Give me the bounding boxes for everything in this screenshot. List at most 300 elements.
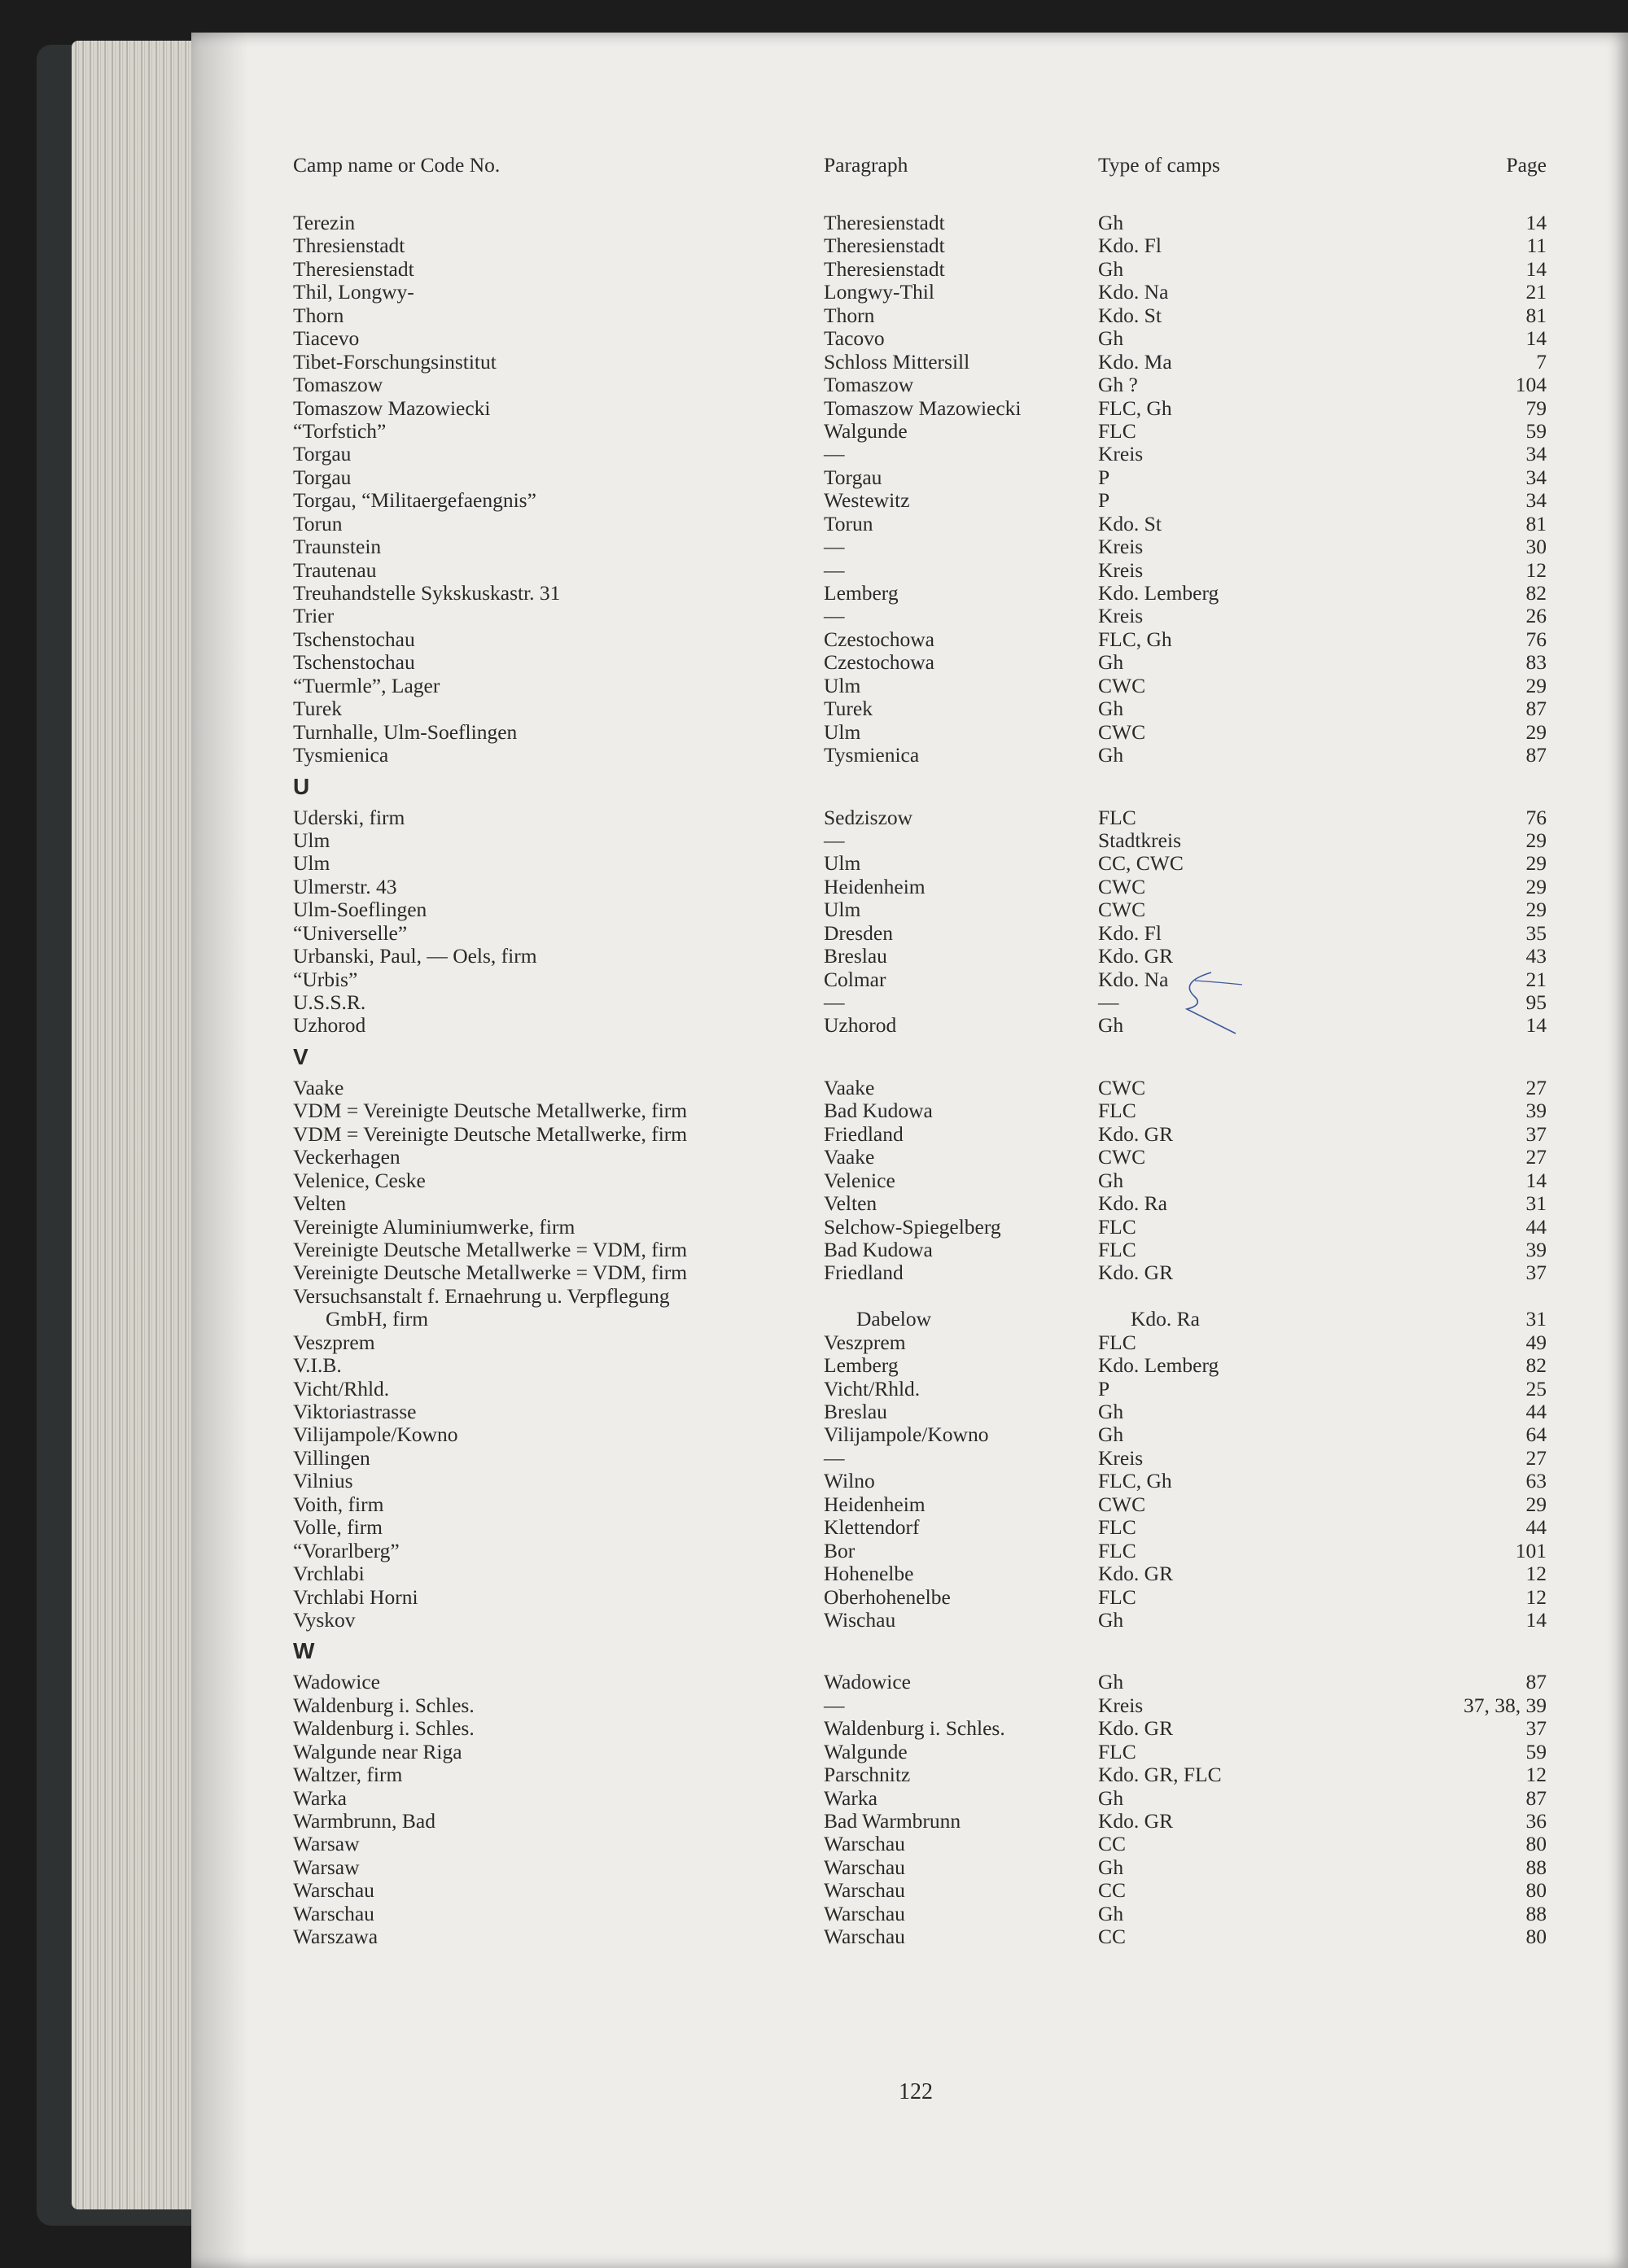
table-row <box>293 1123 1547 1146</box>
paragraph: Breslau <box>824 944 887 968</box>
camp-type: CC, CWC <box>1098 851 1184 876</box>
paragraph: Tomaszow Mazowiecki <box>824 395 1022 420</box>
table-row <box>293 1014 1547 1037</box>
camp-type: Kreis <box>1098 442 1144 466</box>
camp-type: Kdo. Na <box>1098 280 1169 304</box>
camp-name: Torgau <box>293 442 352 466</box>
paragraph: Colmar <box>824 967 886 991</box>
section-letter: W <box>293 1638 315 1664</box>
page-ref: 95 <box>1525 990 1547 1014</box>
table-row <box>293 304 1547 327</box>
camp-type: Gh <box>1098 1422 1124 1447</box>
camp-type: Kdo. Lemberg <box>1098 1353 1219 1378</box>
camp-type: Gh <box>1098 326 1124 351</box>
camp-type <box>1098 1285 1342 1308</box>
paragraph: Wadowice <box>824 1670 911 1694</box>
camp-name: Warschau <box>293 1878 374 1903</box>
camp-type: Gh <box>1098 256 1124 281</box>
camp-type: Kdo. St <box>1098 303 1162 327</box>
camp-type: FLC <box>1098 1538 1136 1562</box>
camp-type: Kdo. Lemberg <box>1098 581 1219 605</box>
page-ref: 12 <box>1525 1763 1547 1787</box>
camp-type: Gh <box>1098 1855 1124 1879</box>
camp-type: Kdo. Ra <box>1098 1191 1167 1216</box>
page-ref: 63 <box>1525 1469 1547 1493</box>
camp-name: Terezin <box>293 211 356 234</box>
paragraph <box>824 1285 1098 1308</box>
camp-name: Versuchsanstalt f. Ernaehrung u. Verpflegung <box>293 1283 670 1308</box>
camp-type: P <box>1098 465 1110 489</box>
paragraph: Torgau <box>824 465 882 489</box>
paragraph: — <box>824 557 845 582</box>
camp-name: Veckerhagen <box>293 1145 400 1169</box>
table-row <box>293 1216 1547 1239</box>
camp-name: Viktoriastrasse <box>293 1400 417 1423</box>
camp-name: Trautenau <box>293 557 377 582</box>
paragraph: Walgunde <box>824 1739 908 1763</box>
page-ref: 27 <box>1525 1145 1547 1169</box>
camp-name: Vilnius <box>293 1469 353 1493</box>
camp-name: Warmbrunn, Bad <box>293 1809 435 1833</box>
table-row <box>293 1562 1547 1585</box>
page-ref: 21 <box>1525 280 1547 304</box>
paragraph: Czestochowa <box>824 627 934 651</box>
page-ref: 21 <box>1525 967 1547 991</box>
table-row <box>293 1717 1547 1740</box>
camp-name: Waldenburg i. Schles. <box>293 1693 475 1717</box>
table-row <box>293 1239 1547 1261</box>
page-ref: 88 <box>1525 1855 1547 1879</box>
paragraph: Warschau <box>824 1878 905 1903</box>
camp-type: FLC, Gh <box>1098 1469 1172 1493</box>
page-ref: 81 <box>1525 511 1547 535</box>
camp-name: Tysmienica <box>293 743 389 767</box>
table-row <box>293 1169 1547 1192</box>
paragraph: Dresden <box>824 920 893 945</box>
camp-type: Kreis <box>1098 1693 1144 1717</box>
page-ref: 12 <box>1525 1584 1547 1609</box>
camp-type: FLC <box>1098 1739 1136 1763</box>
camp-name: Vaake <box>293 1075 344 1099</box>
camp-type: Kreis <box>1098 1445 1144 1470</box>
page-ref: 81 <box>1525 303 1547 327</box>
page-ref: 11 <box>1526 234 1547 258</box>
camp-name: V.I.B. <box>293 1353 342 1378</box>
page-ref: 59 <box>1525 1739 1547 1763</box>
camp-type: FLC <box>1098 1237 1136 1261</box>
table-row <box>293 1671 1547 1693</box>
paragraph: Schloss Mittersill <box>824 349 970 374</box>
table-row <box>293 628 1547 651</box>
table-row <box>293 397 1547 420</box>
camp-type: CWC <box>1098 1492 1146 1516</box>
paragraph: Lemberg <box>824 581 899 605</box>
index-sections <box>293 212 1547 1949</box>
camp-type: Kdo. St <box>1098 511 1162 535</box>
page-ref: 14 <box>1525 1607 1547 1632</box>
table-row <box>293 1378 1547 1401</box>
table-row <box>293 513 1547 535</box>
page-ref: 49 <box>1525 1330 1547 1354</box>
camp-name: Torgau, “Militaergefaengnis” <box>293 488 536 513</box>
header-paragraph: Paragraph <box>824 153 908 177</box>
camp-type: Kdo. GR <box>1098 944 1174 968</box>
camp-name: Warschau <box>293 1901 374 1925</box>
page-ref: 82 <box>1525 581 1547 605</box>
camp-name: Wadowice <box>293 1670 380 1694</box>
camp-type: CC <box>1098 1878 1127 1903</box>
page-ref: 37 <box>1525 1121 1547 1146</box>
page-ref: 37 <box>1525 1716 1547 1741</box>
page-ref: 37, 38, 39 <box>1464 1693 1547 1717</box>
table-row <box>293 535 1547 558</box>
table-row <box>293 281 1547 304</box>
table-row <box>293 1879 1547 1902</box>
camp-type: Gh <box>1098 1670 1124 1694</box>
camp-type: Kdo. GR <box>1098 1261 1174 1285</box>
table-row <box>293 1586 1547 1609</box>
camp-name: Ulm-Soeflingen <box>293 898 427 922</box>
camp-name: Uzhorod <box>293 1013 366 1038</box>
camp-type: Gh <box>1098 650 1124 675</box>
section-letter: V <box>293 1043 309 1069</box>
camp-type: P <box>1098 488 1110 513</box>
paragraph: Breslau <box>824 1400 887 1423</box>
paragraph: — <box>824 990 845 1014</box>
page-ref: 82 <box>1525 1353 1547 1378</box>
page-ref: 37 <box>1525 1261 1547 1285</box>
camp-name: Trier <box>293 604 335 628</box>
paragraph: Waldenburg i. Schles. <box>824 1716 1005 1741</box>
page-number: 122 <box>899 2079 933 2104</box>
camp-type: FLC <box>1098 1330 1136 1354</box>
camp-name: Warka <box>293 1785 347 1810</box>
camp-type: FLC <box>1098 1584 1136 1609</box>
table-row <box>293 212 1547 234</box>
paragraph: Heidenheim <box>824 1492 926 1516</box>
page-ref: 30 <box>1525 535 1547 559</box>
camp-name: Warsaw <box>293 1832 360 1856</box>
camp-name: Waltzer, firm <box>293 1763 403 1787</box>
paragraph: Tomaszow <box>824 373 914 397</box>
camp-name: Thresienstadt <box>293 234 405 258</box>
table-row <box>293 968 1547 991</box>
camp-name: Veszprem <box>293 1330 375 1354</box>
page-ref: 34 <box>1525 465 1547 489</box>
camp-type: FLC, Gh <box>1098 395 1172 420</box>
camp-name: Tibet-Forschungsinstitut <box>293 349 497 374</box>
camp-type: Kdo. GR, FLC <box>1098 1763 1222 1787</box>
paragraph: Vicht/Rhld. <box>824 1376 921 1401</box>
page-ref: 76 <box>1525 627 1547 651</box>
table-row <box>293 721 1547 744</box>
table-row <box>293 1694 1547 1717</box>
paragraph: Ulm <box>824 898 861 922</box>
table-row <box>293 806 1547 829</box>
header-type: Type of camps <box>1098 153 1220 177</box>
camp-name: Walgunde near Riga <box>293 1739 462 1763</box>
page-ref: 101 <box>1515 1538 1547 1562</box>
camp-name: Tschenstochau <box>293 627 415 651</box>
page-ref: 29 <box>1525 673 1547 697</box>
page-ref: 34 <box>1525 488 1547 513</box>
page-ref: 31 <box>1525 1191 1547 1216</box>
table-row <box>293 651 1547 674</box>
camp-name: Waldenburg i. Schles. <box>293 1716 475 1741</box>
table-row <box>293 1423 1547 1446</box>
camp-type: Kdo. Fl <box>1098 234 1162 258</box>
paragraph: Wilno <box>824 1469 875 1493</box>
index-table <box>293 153 1547 1949</box>
paragraph: — <box>824 1445 845 1470</box>
page-ref: 44 <box>1525 1214 1547 1239</box>
page-ref: 27 <box>1525 1445 1547 1470</box>
paragraph: — <box>824 828 845 852</box>
table-row <box>293 1833 1547 1855</box>
paragraph: — <box>824 442 845 466</box>
camp-name: Vilijampole/Kowno <box>293 1422 458 1447</box>
camp-type: CWC <box>1098 874 1146 898</box>
table-row <box>293 1810 1547 1833</box>
page-ref: 29 <box>1525 1492 1547 1516</box>
table-row <box>293 1540 1547 1562</box>
paragraph: Warschau <box>824 1855 905 1879</box>
camp-type: Kreis <box>1098 604 1144 628</box>
camp-name: Torgau <box>293 465 352 489</box>
page-ref: 14 <box>1525 1168 1547 1192</box>
camp-name: Theresienstadt <box>293 256 414 281</box>
page-ref: 80 <box>1525 1878 1547 1903</box>
table-row <box>293 829 1547 852</box>
camp-name: Thil, Longwy- <box>293 280 414 304</box>
paragraph: Lemberg <box>824 1353 899 1378</box>
table-row <box>293 374 1547 396</box>
paragraph: Heidenheim <box>824 874 926 898</box>
camp-type: Gh <box>1098 697 1124 721</box>
paragraph: — <box>824 604 845 628</box>
paragraph: Longwy-Thil <box>824 280 934 304</box>
camp-type: P <box>1098 1376 1110 1401</box>
camp-type: Kreis <box>1098 557 1144 582</box>
page-ref: 87 <box>1525 1670 1547 1694</box>
page-ref: 12 <box>1525 1562 1547 1586</box>
table-row <box>293 898 1547 921</box>
pen-mark-icon <box>1171 964 1244 1038</box>
paragraph: Hohenelbe <box>824 1562 914 1586</box>
camp-name: Warszawa <box>293 1925 379 1949</box>
paragraph: Uzhorod <box>824 1013 897 1038</box>
paragraph: Turek <box>824 697 873 721</box>
page-ref: 29 <box>1525 851 1547 876</box>
page-ref: 29 <box>1525 874 1547 898</box>
table-row <box>293 1925 1547 1948</box>
camp-name: “Universelle” <box>293 920 408 945</box>
table-row <box>293 922 1547 945</box>
page-ref: 14 <box>1525 211 1547 234</box>
paragraph: Wischau <box>824 1607 896 1632</box>
camp-name: Tiacevo <box>293 326 360 351</box>
paragraph: Vilijampole/Kowno <box>824 1422 989 1447</box>
paragraph: — <box>824 1693 845 1717</box>
table-row <box>293 675 1547 697</box>
table-row <box>293 1787 1547 1810</box>
paragraph: Oberhohenelbe <box>824 1584 951 1609</box>
page-edges <box>72 41 202 2209</box>
camp-name: Turek <box>293 697 342 721</box>
paragraph: Thorn <box>824 303 875 327</box>
paragraph: Vaake <box>824 1075 875 1099</box>
paragraph: Tacovo <box>824 326 885 351</box>
paragraph: Velten <box>824 1191 877 1216</box>
page-ref: 80 <box>1525 1832 1547 1856</box>
camp-name: Vyskov <box>293 1607 356 1632</box>
camp-name: Volle, firm <box>293 1515 383 1540</box>
paragraph: Torun <box>824 511 873 535</box>
table-row <box>293 1285 1547 1308</box>
camp-type: Gh <box>1098 211 1124 234</box>
table-row <box>293 443 1547 465</box>
table-row <box>293 258 1547 281</box>
camp-type: CC <box>1098 1832 1127 1856</box>
page-ref: 87 <box>1525 743 1547 767</box>
paragraph: Bad Kudowa <box>824 1237 933 1261</box>
camp-type: FLC <box>1098 1515 1136 1540</box>
table-row <box>293 1261 1547 1284</box>
table-row <box>293 1493 1547 1516</box>
table-row <box>293 1331 1547 1354</box>
page-ref: 59 <box>1525 418 1547 443</box>
paragraph: Bad Kudowa <box>824 1099 933 1123</box>
camp-type: Gh <box>1098 1785 1124 1810</box>
camp-type: Kdo. Fl <box>1098 920 1162 945</box>
camp-type: Gh <box>1098 1901 1124 1925</box>
table-header <box>293 153 1547 177</box>
header-camp-name: Camp name or Code No. <box>293 153 501 177</box>
camp-type: FLC <box>1098 805 1136 829</box>
page-ref: 12 <box>1525 557 1547 582</box>
camp-type: Stadtkreis <box>1098 828 1181 852</box>
paragraph: Ulm <box>824 851 861 876</box>
paragraph: Walgunde <box>824 418 908 443</box>
camp-name: “Vorarlberg” <box>293 1538 400 1562</box>
camp-name: Vereinigte Deutsche Metallwerke = VDM, firm <box>293 1261 688 1285</box>
camp-name: “Urbis” <box>293 967 358 991</box>
paragraph: Bad Warmbrunn <box>824 1809 961 1833</box>
paragraph: Ulm <box>824 673 861 697</box>
camp-name: Treuhandstelle Sykskuskastr. 31 <box>293 581 561 605</box>
table-row <box>293 466 1547 489</box>
page-ref: 25 <box>1525 1376 1547 1401</box>
page-ref: 80 <box>1525 1925 1547 1949</box>
camp-type: Kdo. Ma <box>1098 349 1172 374</box>
camp-name: “Tuermle”, Lager <box>293 673 440 697</box>
camp-name: Tomaszow <box>293 373 383 397</box>
page-ref: 7 <box>1536 349 1547 374</box>
page-ref: 87 <box>1525 1785 1547 1810</box>
camp-name: Thorn <box>293 303 344 327</box>
table-row <box>293 1077 1547 1099</box>
paragraph: Velenice <box>824 1168 895 1192</box>
table-row <box>293 1447 1547 1470</box>
page-ref: 39 <box>1525 1099 1547 1123</box>
page-ref: 43 <box>1525 944 1547 968</box>
camp-name: Velenice, Ceske <box>293 1168 426 1192</box>
paragraph: Friedland <box>824 1121 904 1146</box>
camp-name: Ulm <box>293 851 330 876</box>
paragraph: Selchow-Spiegelberg <box>824 1214 1001 1239</box>
table-row <box>293 582 1547 605</box>
camp-name: Warsaw <box>293 1855 360 1879</box>
camp-name: Urbanski, Paul, — Oels, firm <box>293 944 537 968</box>
table-row <box>293 559 1547 582</box>
camp-type: CWC <box>1098 1075 1146 1099</box>
page-ref: 44 <box>1525 1515 1547 1540</box>
table-row <box>293 697 1547 720</box>
page-ref: 29 <box>1525 898 1547 922</box>
section-letter: U <box>293 773 310 799</box>
camp-type: FLC, Gh <box>1098 627 1172 651</box>
page-ref: 35 <box>1525 920 1547 945</box>
page-ref: 36 <box>1525 1809 1547 1833</box>
page-ref: 87 <box>1525 697 1547 721</box>
camp-name: Voith, firm <box>293 1492 384 1516</box>
paragraph: Sedziszow <box>824 805 913 829</box>
table-row <box>293 945 1547 968</box>
table-row <box>293 1308 1547 1331</box>
camp-type: Gh <box>1098 743 1124 767</box>
page-ref: 39 <box>1525 1237 1547 1261</box>
paragraph: Bor <box>824 1538 856 1562</box>
camp-name: “Torfstich” <box>293 418 387 443</box>
header-page: Page <box>1506 153 1547 177</box>
table-row <box>293 420 1547 443</box>
table-row <box>293 351 1547 374</box>
paragraph: Westewitz <box>824 488 910 513</box>
camp-type: Kdo. GR <box>1098 1562 1174 1586</box>
camp-name: Velten <box>293 1191 347 1216</box>
paragraph: Czestochowa <box>824 650 934 675</box>
table-row <box>293 1763 1547 1786</box>
camp-type: CWC <box>1098 898 1146 922</box>
table-row <box>293 1609 1547 1632</box>
camp-type: Kdo. Na <box>1098 967 1169 991</box>
camp-type: FLC <box>1098 418 1136 443</box>
camp-name: Vereinigte Deutsche Metallwerke = VDM, firm <box>293 1237 688 1261</box>
table-row <box>293 1354 1547 1377</box>
camp-name: U.S.S.R. <box>293 990 366 1014</box>
page-ref: 34 <box>1525 442 1547 466</box>
camp-type: Gh <box>1098 1013 1124 1038</box>
paragraph: Warka <box>824 1785 877 1810</box>
camp-name: Ulm <box>293 828 330 852</box>
table-row <box>293 489 1547 512</box>
page-ref: 44 <box>1525 1400 1547 1423</box>
paragraph: Ulm <box>824 719 861 744</box>
camp-type: Kreis <box>1098 535 1144 559</box>
table-row <box>293 1401 1547 1423</box>
page-ref: 64 <box>1525 1422 1547 1447</box>
table-row <box>293 234 1547 257</box>
page-ref: 88 <box>1525 1901 1547 1925</box>
page-ref: 14 <box>1525 256 1547 281</box>
camp-name: VDM = Vereinigte Deutsche Metallwerke, firm <box>293 1099 688 1123</box>
paragraph: — <box>824 535 845 559</box>
camp-type: CWC <box>1098 719 1146 744</box>
camp-type: Gh <box>1098 1400 1124 1423</box>
table-row <box>293 991 1547 1014</box>
paragraph: Warschau <box>824 1832 905 1856</box>
page-ref <box>1342 1285 1547 1308</box>
